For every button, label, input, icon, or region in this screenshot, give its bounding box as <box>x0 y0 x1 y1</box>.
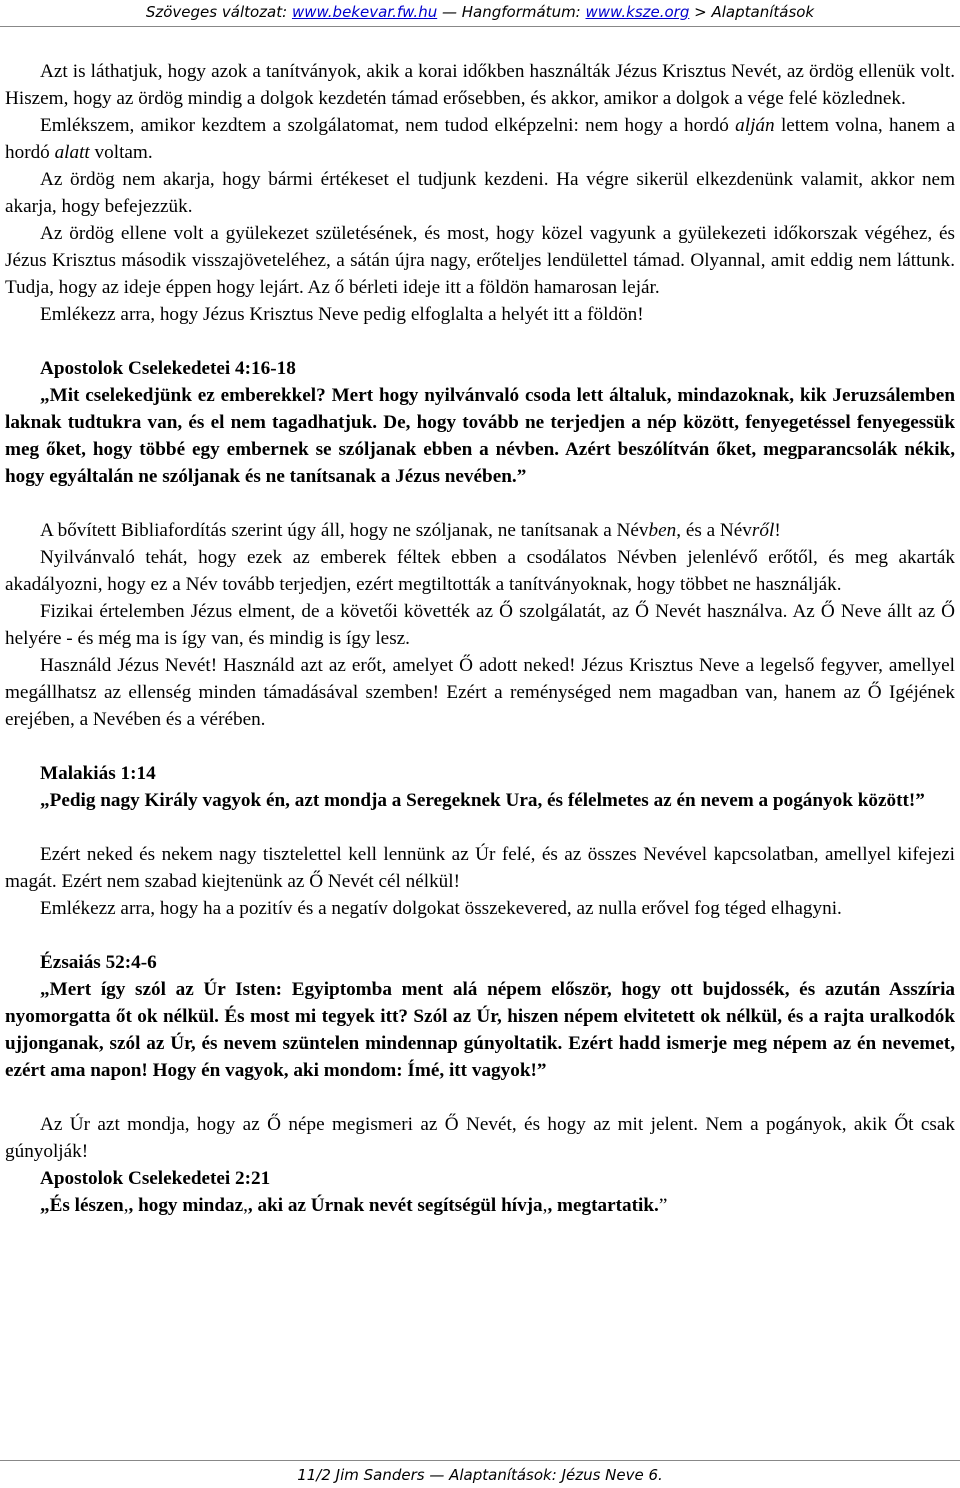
paragraph-respect: Ezért neked és nekem nagy tisztelettel kell lennünk az Úr felé, és az összes Nevével kapcsolatban, amellyel kifejezi magát. Ezért nem szabad kiejtenünk az Ő Nevét cél nélkül! <box>5 844 955 892</box>
scripture-quote: „Mit cselekedjünk ez emberekkel? Mert hogy nyilvánvaló csoda lett általuk, mindazoknak, kik Jeruzsálemben laknak tudtukra van, és el nem tagadhatjuk. De, hogy tovább ne terjedjen a nép között, fenyegetéssel fenyegessük meg őket, hogy többé egy embernek se szóljanak ebben a névben. Azért beszólítván őket, megparancsolák nékik, hogy egyáltalán ne szóljanak és ne tanítsanak a Jézus nevében.” <box>5 385 955 487</box>
bekevar-link[interactable]: www.bekevar.fw.hu <box>291 3 438 21</box>
paragraph-remember: Emlékszem, amikor kezdtem a szolgálatomat, nem tudod elképzelni: nem hogy a hordó alján lettem volna, hanem a hordó alatt voltam. <box>5 115 955 163</box>
document-body <box>5 58 955 1219</box>
footer-divider <box>0 1460 960 1461</box>
paragraph-expanded-translation: A bővített Bibliafordítás szerint úgy áll, hogy ne szóljanak, ne tanítsanak a Névben, és a Névről! <box>40 520 781 541</box>
scripture-quote: „És lészen,, hogy mindaz,, aki az Úrnak nevét segítségül hívja,, megtartatik.” <box>40 1195 668 1216</box>
paragraph-intro: Azt is láthatjuk, hogy azok a tanítványok, akik a korai időkben használták Jézus Krisztus Nevét, az ördög ellenük volt. Hiszem, hogy az ördög mindig a dolgok kezdetén támad erősebben, és akkor, amikor a dolgok a vége felé közlednek. <box>5 61 955 109</box>
paragraph-use-name: Használd Jézus Nevét! Használd azt az erőt, amelyet Ő adott neked! Jézus Krisztus Neve a legelső fegyver, amellyel megállhatsz az ellenség minden támadásával szemben! Ezért a reménységed nem magadban van, hanem az Ő Igéjének erejében, a Nevében és a vérében. <box>5 655 955 730</box>
paragraph-positive-negative: Emlékezz arra, hogy ha a pozitív és a negatív dolgokat összekevered, az nulla erővel fog téged elhagyni. <box>40 898 842 919</box>
scripture-quote: „Mert így szól az Úr Isten: Egyiptomba ment alá népem először, hogy ott bujdossék, és azután Asszíria nyomorgatta őt ok nélkül. És most mi tegyek itt? Szól az Úr, hiszen népem elvitetett ok nélkül, és a rajta uralkodók ujjonganak, szól az Úr, és nevem szüntelen mindennap gúnyoltatik. Ezért hadd ismerje meg népem az én nevemet, ezért ama napon! Hogy én vagyok, aki mondom: Ímé, itt vagyok!” <box>5 979 955 1081</box>
paragraph-fear: Nyilvánvaló tehát, hogy ezek az emberek féltek ebben a csodálatos Névben jelenlévő erőtől, és meg akarták akadályozni, hogy ez a Név tovább terjedjen, ezért megtiltották a tanítványoknak, hogy többet ne használják. <box>5 547 955 595</box>
paragraph-devil-church: Az ördög ellene volt a gyülekezet születésének, és most, hogy közel vagyunk a gyülekezeti időkorszak végéhez, és Jézus Krisztus második visszajöveteléhez, a sátán újra nagy, erőteljes lendülettel támad. Olyannal, amit eddig nem láttunk. Tudja, hogy az ideje éppen hogy lejárt. Az ő bérleti ideje itt a földön hamarosan lejár. <box>5 223 955 298</box>
header-suffix: > Alaptanítások <box>689 3 815 21</box>
scripture-reference: Ézsaiás 52:4-6 <box>40 952 157 973</box>
scripture-quote: „Pedig nagy Király vagyok én, azt mondja a Seregeknek Ura, és félelmetes az én nevem a pogányok között!” <box>40 790 925 811</box>
paragraph-physical: Fizikai értelemben Jézus elment, de a követői követték az Ő szolgálatát, az Ő Nevét használva. Az Ő Neve állt az Ő helyére - és még ma is így van, és mindig is így lesz. <box>5 601 955 649</box>
scripture-reference: Apostolok Cselekedetei 2:21 <box>40 1168 271 1189</box>
paragraph-name-place: Emlékezz arra, hogy Jézus Krisztus Neve pedig elfoglalta a helyét itt a földön! <box>40 304 644 325</box>
header-mid: — Hangformátum: <box>437 3 586 21</box>
page-footer: 11/2 Jim Sanders — Alaptanítások: Jézus Neve 6. <box>297 1466 663 1484</box>
paragraph-devil-start: Az ördög nem akarja, hogy bármi értékeset el tudjunk kezdeni. Ha végre sikerül elkezdenünk valamit, akkor nem akarja, hogy befejezzük. <box>5 169 955 217</box>
ksze-link[interactable]: www.ksze.org <box>585 3 690 21</box>
scripture-reference: Malakiás 1:14 <box>40 763 156 784</box>
page-header <box>0 0 960 26</box>
header-prefix: Szöveges változat: <box>145 3 292 21</box>
paragraph-people-know: Az Úr azt mondja, hogy az Ő népe megismeri az Ő Nevét, és hogy az mit jelent. Nem a pogányok, akik Őt csak gúnyolják! <box>5 1114 955 1162</box>
scripture-reference: Apostolok Cselekedetei 4:16-18 <box>40 358 296 379</box>
header-divider <box>0 26 960 27</box>
